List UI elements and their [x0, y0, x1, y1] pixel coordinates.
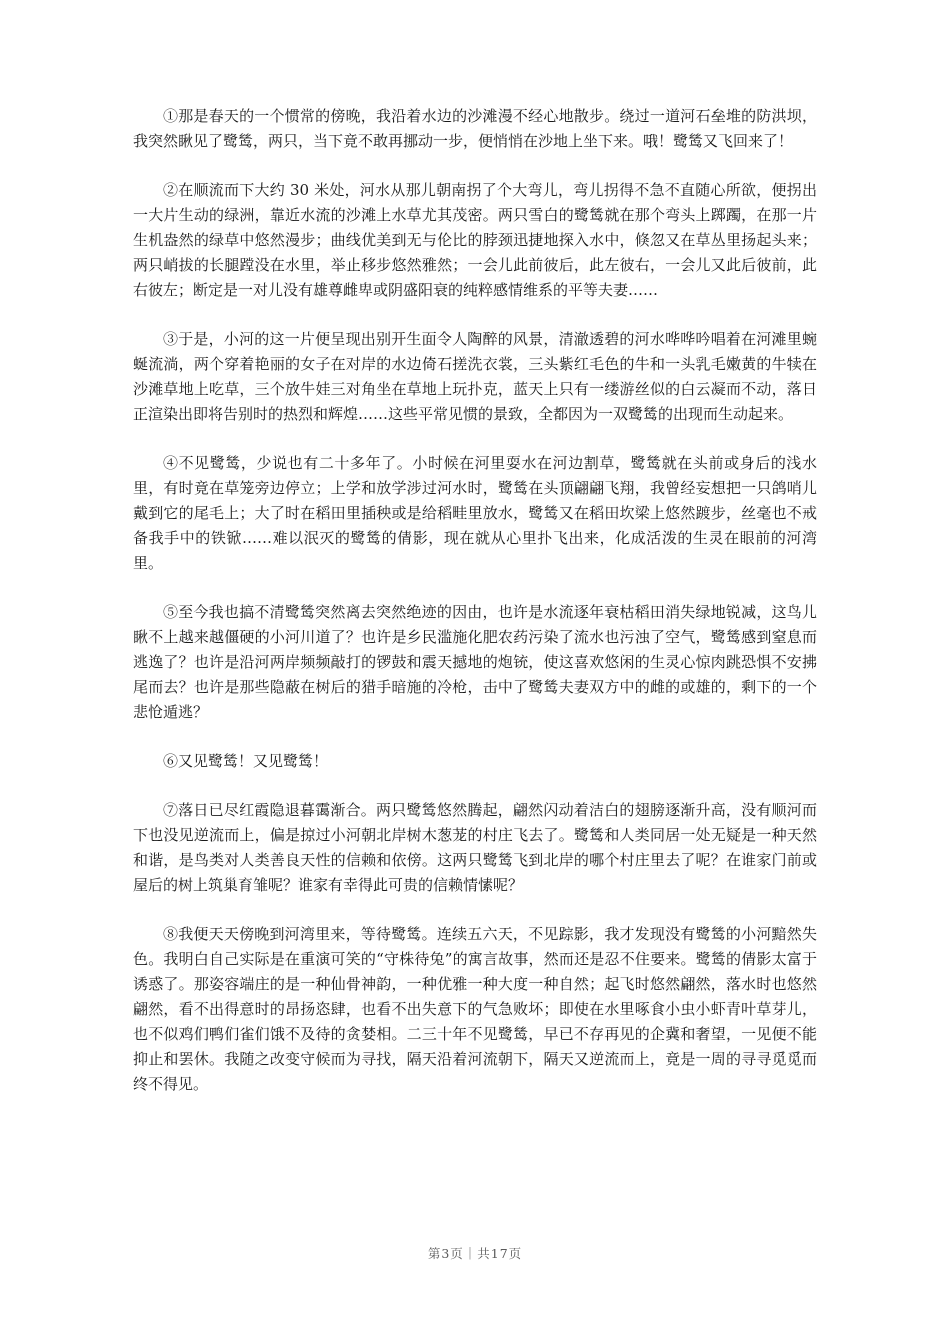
paragraph-1: ①那是春天的一个惯常的傍晚，我沿着水边的沙滩漫不经心地散步。绕过一道河石垒堆的防洪坝，我突然瞅见了鹭鸶，两只，当下竟不敢再挪动一步，便悄悄在沙地上坐下来。哦！鹭鸶又飞回来了！ — [133, 107, 817, 150]
paragraph-8: ⑧我便天天傍晚到河湾里来，等待鹭鸶。连续五六天，不见踪影，我才发现没有鹭鸶的小河黯然失色。我明白自己实际是在重演可笑的“守株待兔”的寓言故事，然而还是忍不住要来。鹭鸶的倩影太富于诱惑了。那姿容端庄的是一种仙骨神韵，一种优雅一种大度一种自然；起飞时悠然翩然，落水时也悠然翩然，看不出得意时的昂扬恣肆，也看不出失意下的气急败坏；即使在水里啄食小虫小虾青叶草芽儿，也不似鸡们鸭们雀们饿不及待的贪婪相。二三十年不见鹭鸶，早已不存再见的企冀和奢望，一见便不能抑止和罢休。我随之改变守候而为寻找，隔天沿着河流朝下，隔天又逆流而上，竟是一周的寻寻觅觅而终不得见。 — [133, 925, 817, 1093]
page-footer — [0, 1244, 950, 1262]
paragraph-5: ⑤至今我也搞不清鹭鸶突然离去突然绝迹的因由，也许是水流逐年衰枯稻田消失绿地锐减，这鸟儿瞅不上越来越僵硬的小河川道了？也许是乡民滥施化肥农药污染了流水也污浊了空气，鹭鸶感到窒息而逃逸了？也许是沿河两岸频频敲打的锣鼓和震天撼地的炮铳，使这喜欢悠闲的生灵心惊肉跳恐惧不安拂尾而去？也许是那些隐蔽在树后的猎手暗施的冷枪，击中了鹭鸶夫妻双方中的雌的或雄的，剩下的一个悲怆遁逃？ — [133, 603, 817, 721]
paragraph-4: ④不见鹭鸶，少说也有二十多年了。小时候在河里耍水在河边割草，鹭鸶就在头前或身后的浅水里，有时竟在草笼旁边停立；上学和放学涉过河水时，鹭鸶在头顶翩翩飞翔，我曾经妄想把一只鸽哨儿戴到它的尾毛上；大了时在稻田里插秧或是给稻畦里放水，鹭鸶又在稻田坎梁上悠然踱步，丝毫也不戒备我手中的铁锨……难以泯灭的鹭鸶的倩影，现在就从心里扑飞出来，化成活泼的生灵在眼前的河湾里。 — [133, 454, 817, 572]
paragraph-3: ③于是，小河的这一片便呈现出别开生面令人陶醉的风景，清澈透碧的河水哗哗吟唱着在河滩里蜿蜒流淌，两个穿着艳丽的女子在对岸的水边倚石搓洗衣裳，三头紫红毛色的牛和一头乳毛嫩黄的牛犊在沙滩草地上吃草，三个放牛娃三对角坐在草地上玩扑克，蓝天上只有一缕游丝似的白云凝而不动，落日正渲染出即将告别时的热烈和辉煌……这些平常见惯的景致，全都因为一双鹭鸶的出现而生动起来。 — [133, 330, 817, 423]
paragraph-7: ⑦落日已尽红霞隐退暮霭渐合。两只鹭鸶悠然腾起，翩然闪动着洁白的翅膀逐渐升高，没有顺河而下也没见逆流而上，偏是掠过小河朝北岸树木葱茏的村庄飞去了。鹭鸶和人类同居一处无疑是一种天然和谐，是鸟类对人类善良天性的信赖和依傍。这两只鹭鸶飞到北岸的哪个村庄里去了呢？在谁家门前或屋后的树上筑巢育雏呢？谁家有幸得此可贵的信赖情愫呢？ — [133, 801, 817, 894]
paragraph-6: ⑥又见鹭鸶！又见鹭鸶！ — [163, 752, 329, 770]
page-number: 第3页｜共17页 — [427, 1246, 523, 1261]
paragraph-2: ②在顺流而下大约 30 米处，河水从那儿朝南拐了个大弯儿，弯儿拐得不急不直随心所欲，便拐出一大片生动的绿洲，靠近水流的沙滩上水草尤其茂密。两只雪白的鹭鸶就在那个弯头上踯躅，在那一片生机盎然的绿草中悠然漫步；曲线优美到无与伦比的脖颈迅捷地探入水中，倏忽又在草丛里扬起头来；两只峭拔的长腿蹚没在水里，举止移步悠然雅然；一会儿此前彼后，此左彼右，一会儿又此后彼前，此右彼左；断定是一对儿没有雄尊雌卑或阴盛阳衰的纯粹感情维系的平等夫妻…… — [133, 181, 817, 299]
passage-body — [133, 104, 817, 1097]
